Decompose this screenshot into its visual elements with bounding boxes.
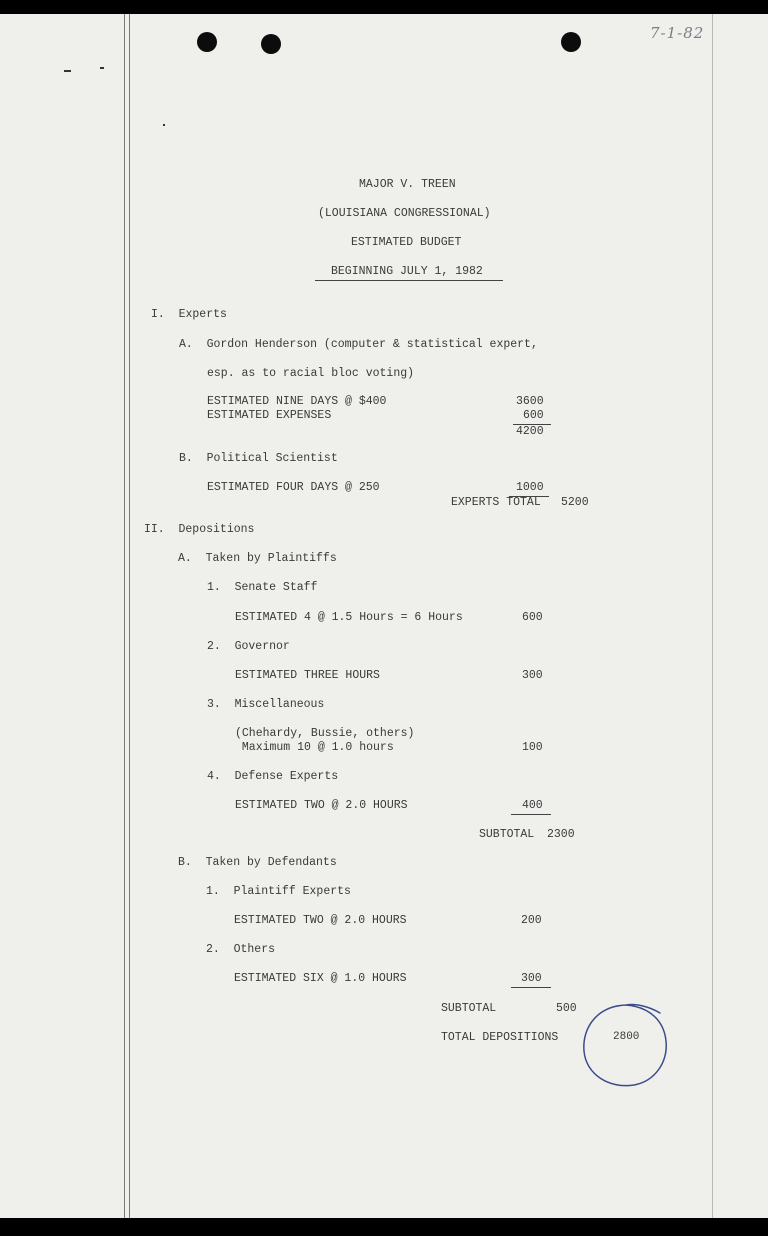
section-experts-heading: I. Experts bbox=[151, 308, 227, 321]
document-page bbox=[0, 14, 768, 1218]
depositions-a4-label: 4. Defense Experts bbox=[207, 770, 339, 783]
experts-total-label: EXPERTS TOTAL bbox=[451, 496, 541, 509]
experts-a-line1: ESTIMATED NINE DAYS @ $400 bbox=[207, 395, 387, 408]
speck-mark bbox=[100, 67, 104, 69]
speck-mark bbox=[163, 124, 165, 126]
handdrawn-circle-mark bbox=[576, 999, 672, 1091]
depositions-a-subtotal-value: 2300 bbox=[547, 828, 575, 841]
depositions-b2-val: 300 bbox=[521, 972, 542, 985]
depositions-a4-line: ESTIMATED TWO @ 2.0 HOURS bbox=[235, 799, 408, 812]
depositions-a3-line2: Maximum 10 @ 1.0 hours bbox=[235, 741, 394, 754]
depositions-a3-line1: (Chehardy, Bussie, others) bbox=[235, 727, 415, 740]
punch-hole bbox=[197, 32, 217, 52]
sum-underline bbox=[511, 814, 551, 815]
binding-line bbox=[129, 14, 130, 1218]
header-title: ESTIMATED BUDGET bbox=[351, 236, 462, 249]
experts-b-line1: ESTIMATED FOUR DAYS @ 250 bbox=[207, 481, 380, 494]
depositions-b-label: B. Taken by Defendants bbox=[178, 856, 337, 869]
depositions-a4-val: 400 bbox=[522, 799, 543, 812]
header-date: BEGINNING JULY 1, 1982 bbox=[331, 265, 483, 278]
punch-hole bbox=[261, 34, 281, 54]
depositions-total-value: 2800 bbox=[613, 1031, 640, 1043]
experts-total-value: 5200 bbox=[561, 496, 589, 509]
punch-hole bbox=[561, 32, 581, 52]
depositions-a2-val: 300 bbox=[522, 669, 543, 682]
sum-underline bbox=[511, 987, 551, 988]
header-name: MAJOR V. TREEN bbox=[359, 178, 456, 191]
depositions-a2-label: 2. Governor bbox=[207, 640, 290, 653]
section-depositions-heading: II. Depositions bbox=[144, 523, 255, 536]
experts-a-label-cont: esp. as to racial bloc voting) bbox=[207, 367, 415, 380]
experts-a-line2: ESTIMATED EXPENSES bbox=[207, 409, 332, 422]
depositions-a-label: A. Taken by Plaintiffs bbox=[178, 552, 337, 565]
depositions-a1-label: 1. Senate Staff bbox=[207, 581, 318, 594]
depositions-b1-line: ESTIMATED TWO @ 2.0 HOURS bbox=[234, 914, 407, 927]
depositions-a1-val: 600 bbox=[522, 611, 543, 624]
depositions-a2-line: ESTIMATED THREE HOURS bbox=[235, 669, 380, 682]
depositions-b2-line: ESTIMATED SIX @ 1.0 HOURS bbox=[234, 972, 407, 985]
depositions-b-subtotal-value: 500 bbox=[556, 1002, 577, 1015]
experts-a-label: A. Gordon Henderson (computer & statistical expert, bbox=[179, 338, 538, 351]
experts-a-val1: 3600 bbox=[516, 395, 544, 408]
depositions-a1-line: ESTIMATED 4 @ 1.5 Hours = 6 Hours bbox=[235, 611, 463, 624]
margin-line bbox=[712, 14, 713, 1218]
header-underline bbox=[315, 280, 503, 281]
depositions-a-subtotal-label: SUBTOTAL bbox=[479, 828, 535, 841]
experts-b-val1: 1000 bbox=[516, 481, 544, 494]
speck-mark bbox=[64, 70, 71, 72]
depositions-b-subtotal-label: SUBTOTAL bbox=[441, 1002, 497, 1015]
experts-a-sum: 4200 bbox=[516, 425, 544, 438]
depositions-b1-label: 1. Plaintiff Experts bbox=[206, 885, 351, 898]
header-subtitle: (LOUISIANA CONGRESSIONAL) bbox=[318, 207, 491, 220]
depositions-a3-label: 3. Miscellaneous bbox=[207, 698, 325, 711]
depositions-total-label: TOTAL DEPOSITIONS bbox=[441, 1031, 559, 1044]
depositions-b2-label: 2. Others bbox=[206, 943, 276, 956]
depositions-b1-val: 200 bbox=[521, 914, 542, 927]
experts-a-val2: 600 bbox=[523, 409, 544, 422]
depositions-a3-val: 100 bbox=[522, 741, 543, 754]
experts-b-label: B. Political Scientist bbox=[179, 452, 338, 465]
handwritten-date: 7-1-82 bbox=[650, 24, 705, 42]
binding-line bbox=[124, 14, 125, 1218]
